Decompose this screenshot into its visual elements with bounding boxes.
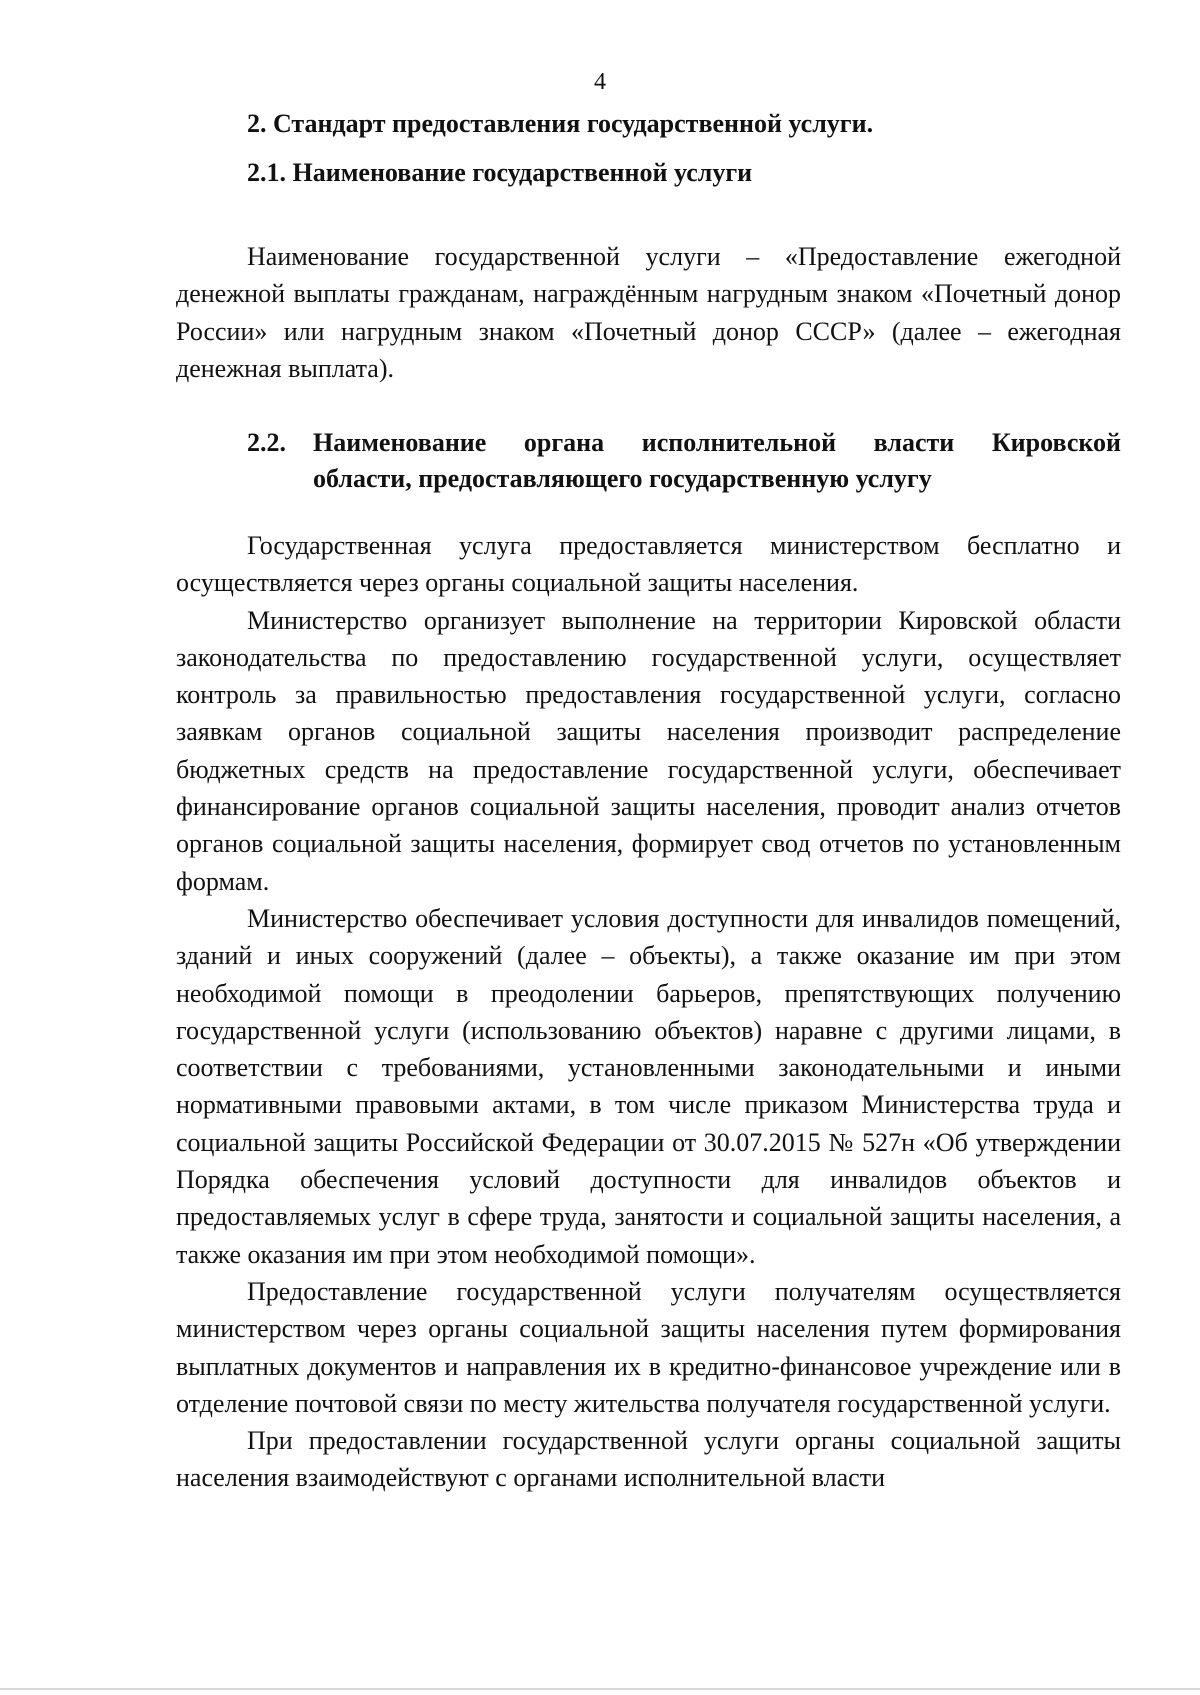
- subsection-heading-line-1: Наименование органа исполнительной власти Кировской: [313, 428, 1121, 457]
- paragraph: Министерство обеспечивает условия доступности для инвалидов помещений, зданий и иных сооружений (далее – объекты), а также оказание им при этом необходимой помощи в преодолении барьеров, препятствующих получению государственной услуги (использованию объектов) наравне с другими лицами, в соответствии с требованиями, установленными законодательными и иными нормативными правовыми актами, в том числе приказом Министерства труда и социальной защиты Российской Федерации от 30.07.2015 № 527н «Об утверждении Порядка обеспечения условий доступности для инвалидов объектов и предоставляемых услуг в сфере труда, занятости и социальной защиты населения, а также оказания им при этом необходимой помощи».: [176, 903, 1121, 1269]
- paragraph: Предоставление государственной услуги получателям осуществляется министерством через органы социальной защиты населения путем формирования выплатных документов и направления их в кредитно-финансовое учреждение или в отделение почтовой связи по месту жительства получателя государственной услуги.: [176, 1276, 1121, 1418]
- paragraph: Наименование государственной услуги – «Предоставление ежегодной денежной выплаты гражданам, награждённым нагрудным знаком «Почетный донор России» или нагрудным знаком «Почетный донор СССР» (далее – ежегодная денежная выплата).: [176, 242, 1121, 383]
- subsection-heading-organ: [247, 425, 1121, 497]
- subsection-heading-line-2: области, предоставляющего государственную услугу: [313, 464, 932, 493]
- paragraph: Государственная услуга предоставляется министерством бесплатно и осуществляется через органы социальной защиты населения.: [176, 531, 1121, 598]
- page-bottom-edge: [0, 1688, 1200, 1690]
- subsection-number: 2.2.: [247, 428, 286, 457]
- subsection-heading-text: [313, 425, 1121, 497]
- organ-text: [176, 527, 1121, 1497]
- service-name-text: [176, 238, 1121, 387]
- paragraph: Министерство организует выполнение на территории Кировской области законодательства по предоставлению государственной услуги, осуществляет контроль за правильностью предоставления государственной услуги, согласно заявкам органов социальной защиты населения производит распределение бюджетных средств на предоставление государственной услуги, обеспечивает финансирование органов социальной защиты населения, проводит анализ отчетов органов социальной защиты населения, формирует свод отчетов по установленным формам.: [176, 605, 1121, 896]
- page-number: 4: [594, 69, 606, 95]
- subsection-heading-service-name: 2.1. Наименование государственной услуги: [247, 158, 753, 187]
- section-heading: 2. Стандарт предоставления государственной услуги.: [247, 109, 874, 138]
- paragraph: При предоставлении государственной услуги органы социальной защиты населения взаимодействуют с органами исполнительной власти: [176, 1426, 1121, 1493]
